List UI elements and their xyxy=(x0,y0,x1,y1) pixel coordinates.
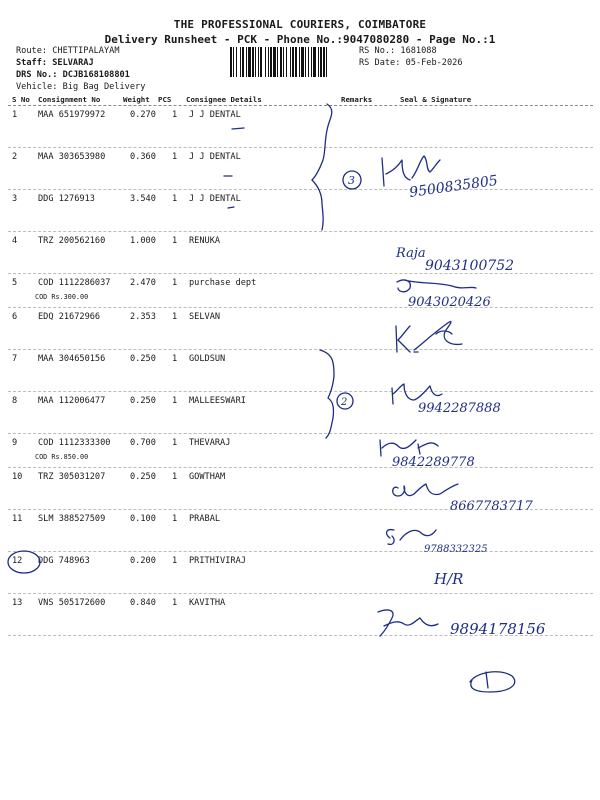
staff-value: SELVARAJ xyxy=(52,58,94,68)
row-weight: 2.470 xyxy=(130,278,156,288)
table-row xyxy=(0,556,600,598)
row-cod-amount: COD Rs.300.00 xyxy=(35,293,89,301)
row-consignment-no: EDQ 21672966 xyxy=(38,312,101,322)
row-pcs: 1 xyxy=(172,598,178,608)
row-pcs: 1 xyxy=(172,396,178,406)
vehicle-line xyxy=(16,82,145,92)
row-weight: 0.700 xyxy=(130,438,156,448)
row-pcs: 1 xyxy=(172,236,178,246)
table-row xyxy=(0,396,600,438)
row-consignee: MALLEESWARI xyxy=(189,396,246,406)
row-consignment-no: MAA 651979972 xyxy=(38,110,106,120)
route-value: CHETTIPALAYAM xyxy=(52,46,120,56)
table-row xyxy=(0,598,600,640)
row-sno: 3 xyxy=(12,194,18,204)
row-weight: 3.540 xyxy=(130,194,156,204)
row-consignment-no: MAA 303653980 xyxy=(38,152,106,162)
row-divider xyxy=(8,467,593,468)
row-weight: 0.840 xyxy=(130,598,156,608)
table-row xyxy=(0,278,600,312)
table-row xyxy=(0,152,600,194)
table-row xyxy=(0,194,600,236)
row-consignee: J J DENTAL xyxy=(189,194,241,204)
staff-label: Staff: xyxy=(16,58,48,68)
signature-row-4-phone: 9043100752 xyxy=(425,258,515,274)
runsheet-title: Delivery Runsheet - PCK - Phone No.:9047080280 - Page No.:1 xyxy=(104,33,496,46)
row-divider xyxy=(8,635,593,636)
route-line xyxy=(16,46,120,56)
col-consignment: Consignment No xyxy=(38,95,101,104)
row-sno: 2 xyxy=(12,152,18,162)
row-consignment-no: TRZ 305031207 xyxy=(38,472,106,482)
row-sno: 7 xyxy=(12,354,18,364)
signature-row-12-mark: H/R xyxy=(434,570,464,588)
row-divider xyxy=(8,551,593,552)
row-consignment-no: TRZ 200562160 xyxy=(38,236,106,246)
row-consignment-no: SLM 388527509 xyxy=(38,514,106,524)
row-sno: 4 xyxy=(12,236,18,246)
row-pcs: 1 xyxy=(172,354,178,364)
col-sno: S No xyxy=(12,95,30,104)
row-pcs: 1 xyxy=(172,194,178,204)
signature-row-11-phone: 9788332325 xyxy=(424,544,488,555)
row-weight: 0.250 xyxy=(130,354,156,364)
row-consignee: GOWTHAM xyxy=(189,472,226,482)
row-sno: 1 xyxy=(12,110,18,120)
row-pcs: 1 xyxy=(172,472,178,482)
col-weight: Weight xyxy=(123,95,150,104)
row-pcs: 1 xyxy=(172,556,178,566)
table-header xyxy=(0,95,600,105)
row-pcs: 1 xyxy=(172,110,178,120)
row-consignee: GOLDSUN xyxy=(189,354,226,364)
group-1-mark: 3 xyxy=(348,174,355,187)
row-weight: 0.360 xyxy=(130,152,156,162)
row-weight: 0.250 xyxy=(130,472,156,482)
row-consignee: PRITHIVIRAJ xyxy=(189,556,246,566)
drs-label: DRS No.: xyxy=(16,70,58,80)
row-weight: 2.353 xyxy=(130,312,156,322)
row-consignee: KAVITHA xyxy=(189,598,226,608)
signature-row-5-phone: 9043020426 xyxy=(408,295,491,310)
row-consignment-no: DDG 1276913 xyxy=(38,194,95,204)
row-consignment-no: MAA 112006477 xyxy=(38,396,106,406)
row-consignment-no: MAA 304650156 xyxy=(38,354,106,364)
col-consignee: Consignee Details xyxy=(186,95,262,104)
signature-row-13-phone: 9894178156 xyxy=(450,620,546,638)
table-row xyxy=(0,438,600,472)
row-divider xyxy=(8,273,593,274)
row-pcs: 1 xyxy=(172,312,178,322)
row-consignee: J J DENTAL xyxy=(189,110,241,120)
row-weight: 0.270 xyxy=(130,110,156,120)
row-consignee: J J DENTAL xyxy=(189,152,241,162)
row-weight: 0.100 xyxy=(130,514,156,524)
rs-date-label: RS Date: xyxy=(359,58,401,68)
row-cod-amount: COD Rs.850.00 xyxy=(35,453,89,461)
row-divider xyxy=(8,593,593,594)
row-consignment-no: COD 1112333300 xyxy=(38,438,111,448)
row-weight: 0.200 xyxy=(130,556,156,566)
row-consignment-no: COD 1112286037 xyxy=(38,278,111,288)
rs-no-label: RS No.: xyxy=(359,46,396,56)
row-divider xyxy=(8,509,593,510)
signature-row-4-name: Raja xyxy=(396,246,426,261)
row-consignment-no: VNS 505172600 xyxy=(38,598,106,608)
drs-line xyxy=(16,70,130,80)
row-weight: 1.000 xyxy=(130,236,156,246)
row-consignee: SELVAN xyxy=(189,312,221,322)
row-sno: 13 xyxy=(12,598,23,608)
row-pcs: 1 xyxy=(172,438,178,448)
header-divider xyxy=(8,105,593,106)
signature-row-2-phone: 9500835805 xyxy=(408,172,499,201)
row-divider xyxy=(8,147,593,148)
row-pcs: 1 xyxy=(172,152,178,162)
row-divider xyxy=(8,307,593,308)
row-weight: 0.250 xyxy=(130,396,156,406)
row-divider xyxy=(8,391,593,392)
vehicle-label: Vehicle: xyxy=(16,82,58,92)
row-sno: 11 xyxy=(12,514,23,524)
rs-no-line xyxy=(359,46,437,56)
company-title: THE PROFESSIONAL COURIERS, COIMBATORE xyxy=(173,18,427,31)
row-consignee: THEVARAJ xyxy=(189,438,231,448)
col-remarks: Remarks xyxy=(341,95,373,104)
table-row xyxy=(0,236,600,278)
drs-value: DCJB168108801 xyxy=(62,70,130,80)
col-pcs: PCS xyxy=(158,95,172,104)
rs-date-value: 05-Feb-2026 xyxy=(405,58,463,68)
row-sno: 12 xyxy=(12,556,23,566)
row-sno: 9 xyxy=(12,438,18,448)
row-sno: 8 xyxy=(12,396,18,406)
table-row xyxy=(0,354,600,396)
staff-line xyxy=(16,58,94,68)
row-divider xyxy=(8,349,593,350)
signature-row-9-phone: 9842289778 xyxy=(392,455,475,470)
row-sno: 5 xyxy=(12,278,18,288)
table-row xyxy=(0,110,600,152)
row-consignee: purchase dept xyxy=(189,278,257,288)
table-row xyxy=(0,472,600,514)
row-divider xyxy=(8,231,593,232)
route-label: Route: xyxy=(16,46,48,56)
barcode xyxy=(230,47,355,77)
row-sno: 6 xyxy=(12,312,18,322)
row-pcs: 1 xyxy=(172,514,178,524)
row-sno: 10 xyxy=(12,472,23,482)
signature-row-10-phone: 8667783717 xyxy=(450,499,533,514)
row-divider xyxy=(8,189,593,190)
table-row xyxy=(0,514,600,556)
rs-no-value: 1681088 xyxy=(400,46,437,56)
bottom-oval-tick xyxy=(486,672,488,688)
row-consignee: PRABAL xyxy=(189,514,221,524)
table-row xyxy=(0,312,600,354)
group-2-mark: 2 xyxy=(341,397,348,408)
row-divider xyxy=(8,433,593,434)
col-seal-signature: Seal & Signature xyxy=(400,95,472,104)
signature-row-8-phone: 9942287888 xyxy=(418,401,501,416)
rs-date-line xyxy=(359,58,463,68)
bottom-oval-mark xyxy=(470,672,515,692)
row-consignment-no: DDG 748963 xyxy=(38,556,90,566)
vehicle-value: Big Bag Delivery xyxy=(62,82,146,92)
row-consignee: RENUKA xyxy=(189,236,221,246)
row-pcs: 1 xyxy=(172,278,178,288)
